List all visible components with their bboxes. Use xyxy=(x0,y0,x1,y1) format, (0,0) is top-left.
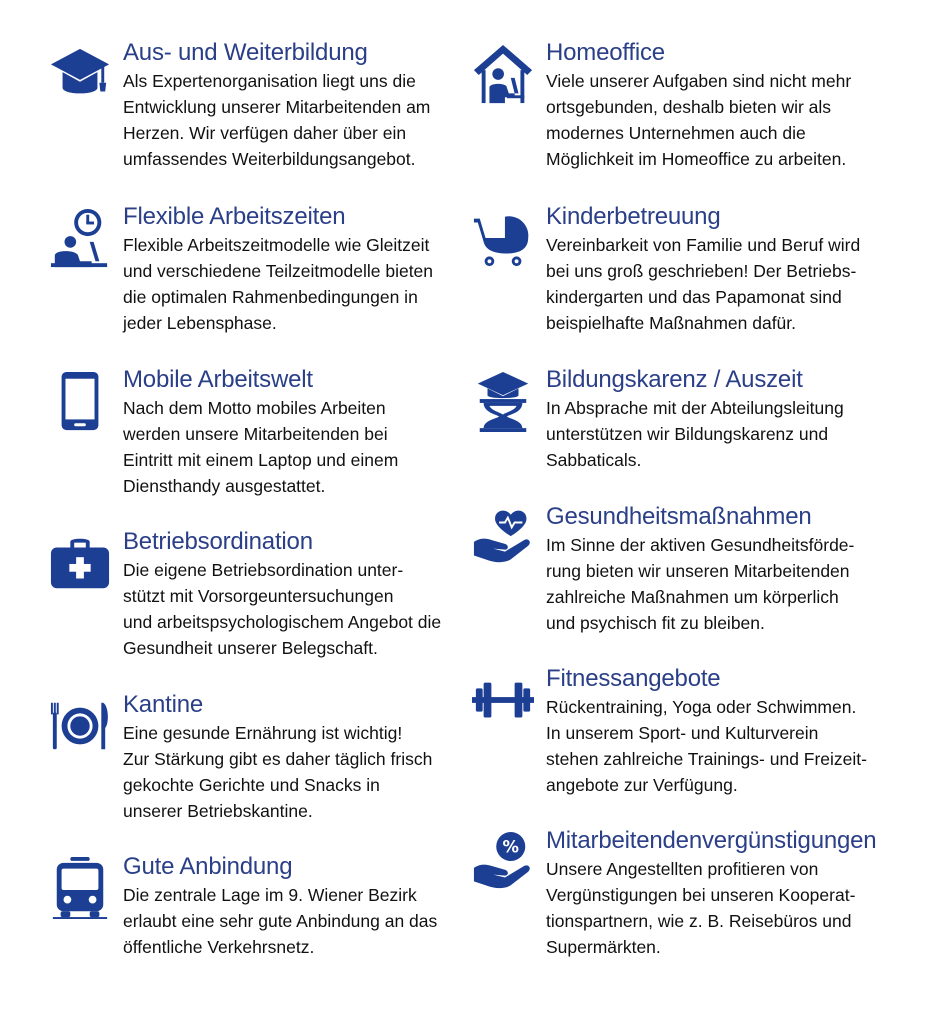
benefit-fitness xyxy=(546,665,886,798)
baby-stroller-icon xyxy=(472,207,534,269)
benefit-betriebsordination xyxy=(123,528,463,661)
benefit-title: Bildungskarenz / Auszeit xyxy=(546,366,803,393)
svg-text:%: % xyxy=(502,837,519,857)
benefit-description: Im Sinne der aktiven Gesundheitsförde- rung bieten wir unseren Mitarbeitenden zahlreiche Maßnahmen um körperlich und psychisch fit zu bleiben. xyxy=(546,535,855,633)
graduation-cap-icon xyxy=(49,43,111,105)
benefit-anbindung xyxy=(123,853,463,960)
benefit-homeoffice xyxy=(546,39,886,172)
benefit-description: Rückentraining, Yoga oder Schwimmen. In unserem Sport- und Kulturverein stehen zahlreiche Trainings- und Freizeit- angebote zur Verfügung. xyxy=(546,697,867,795)
benefit-description: Als Expertenorganisation liegt uns die Entwicklung unserer Mitarbeitenden am Herzen. Wir verfügen daher über ein umfassendes Weiterbildungsangebot. xyxy=(123,71,431,169)
benefit-title: Mobile Arbeitswelt xyxy=(123,366,313,393)
plate-cutlery-icon xyxy=(49,695,111,757)
benefit-description: Flexible Arbeitszeitmodelle wie Gleitzeit und verschiedene Teilzeitmodelle bieten die optimalen Rahmenbedingungen in jeder Lebensphase. xyxy=(123,235,434,333)
benefit-kinderbetreuung xyxy=(546,203,886,336)
benefit-mobile-arbeitswelt xyxy=(123,366,463,499)
benefit-description: Nach dem Motto mobiles Arbeiten werden unsere Mitarbeitenden bei Eintritt mit einem Laptop und einem Diensthandy ausgestattet. xyxy=(123,398,399,496)
clock-desk-icon xyxy=(49,207,111,269)
benefit-aus-weiterbildung xyxy=(123,39,463,172)
heart-hand-icon xyxy=(472,507,534,569)
benefit-title: Gute Anbindung xyxy=(123,853,293,880)
medical-bag-icon xyxy=(49,532,111,594)
benefit-description: Eine gesunde Ernährung ist wichtig! Zur Stärkung gibt es daher täglich frisch gekochte Gerichte und Snacks in unserer Betriebskantine. xyxy=(123,723,433,821)
benefit-gesundheit xyxy=(546,503,886,636)
benefit-description: In Absprache mit der Abteilungsleitung unterstützen wir Bildungskarenz und Sabbaticals. xyxy=(546,398,844,470)
benefit-title: Aus- und Weiterbildung xyxy=(123,39,368,66)
benefit-description: Unsere Angestellten profitieren von Vergünstigungen bei unseren Kooperat- tionspartnern, wie z. B. Reisebüros und Supermärkten. xyxy=(546,859,856,957)
benefit-kantine xyxy=(123,691,463,824)
smartphone-icon xyxy=(49,370,111,432)
benefit-description: Viele unserer Aufgaben sind nicht mehr ortsgebunden, deshalb bieten wir als modernes Unternehmen auch die Möglichkeit im Homeoffice zu arbeiten. xyxy=(546,71,852,169)
home-office-icon xyxy=(472,43,534,105)
benefit-title: Kinderbetreuung xyxy=(546,203,721,230)
benefit-title: Betriebsordination xyxy=(123,528,313,555)
benefit-title: Homeoffice xyxy=(546,39,665,66)
discount-hand-icon xyxy=(472,831,534,893)
benefit-title: Mitarbeitendenvergünstigungen xyxy=(546,827,877,854)
benefit-title: Kantine xyxy=(123,691,203,718)
benefit-title: Gesundheitsmaßnahmen xyxy=(546,503,812,530)
benefit-flexible-arbeitszeiten xyxy=(123,203,463,336)
benefit-description: Die eigene Betriebsordination unter- stützt mit Vorsorgeuntersuchungen und arbeitspsychologischem Angebot die Gesundheit unserer Belegschaft. xyxy=(123,560,442,658)
dumbbell-icon xyxy=(472,669,534,731)
benefit-verguenstigungen xyxy=(502,827,886,960)
benefit-title: Fitnessangebote xyxy=(546,665,721,692)
benefit-bildungskarenz xyxy=(546,366,886,473)
benefit-description: Die zentrale Lage im 9. Wiener Bezirk erlaubt eine sehr gute Anbindung an das öffentliche Verkehrsnetz. xyxy=(123,885,438,957)
benefit-title: Flexible Arbeitszeiten xyxy=(123,203,346,230)
benefit-description: Vereinbarkeit von Familie und Beruf wird bei uns groß geschrieben! Der Betriebs- kindergarten und das Papamonat sind beispielhafte Maßnahmen dafür. xyxy=(546,235,861,333)
tram-icon xyxy=(49,857,111,919)
hourglass-cap-icon xyxy=(472,370,534,432)
